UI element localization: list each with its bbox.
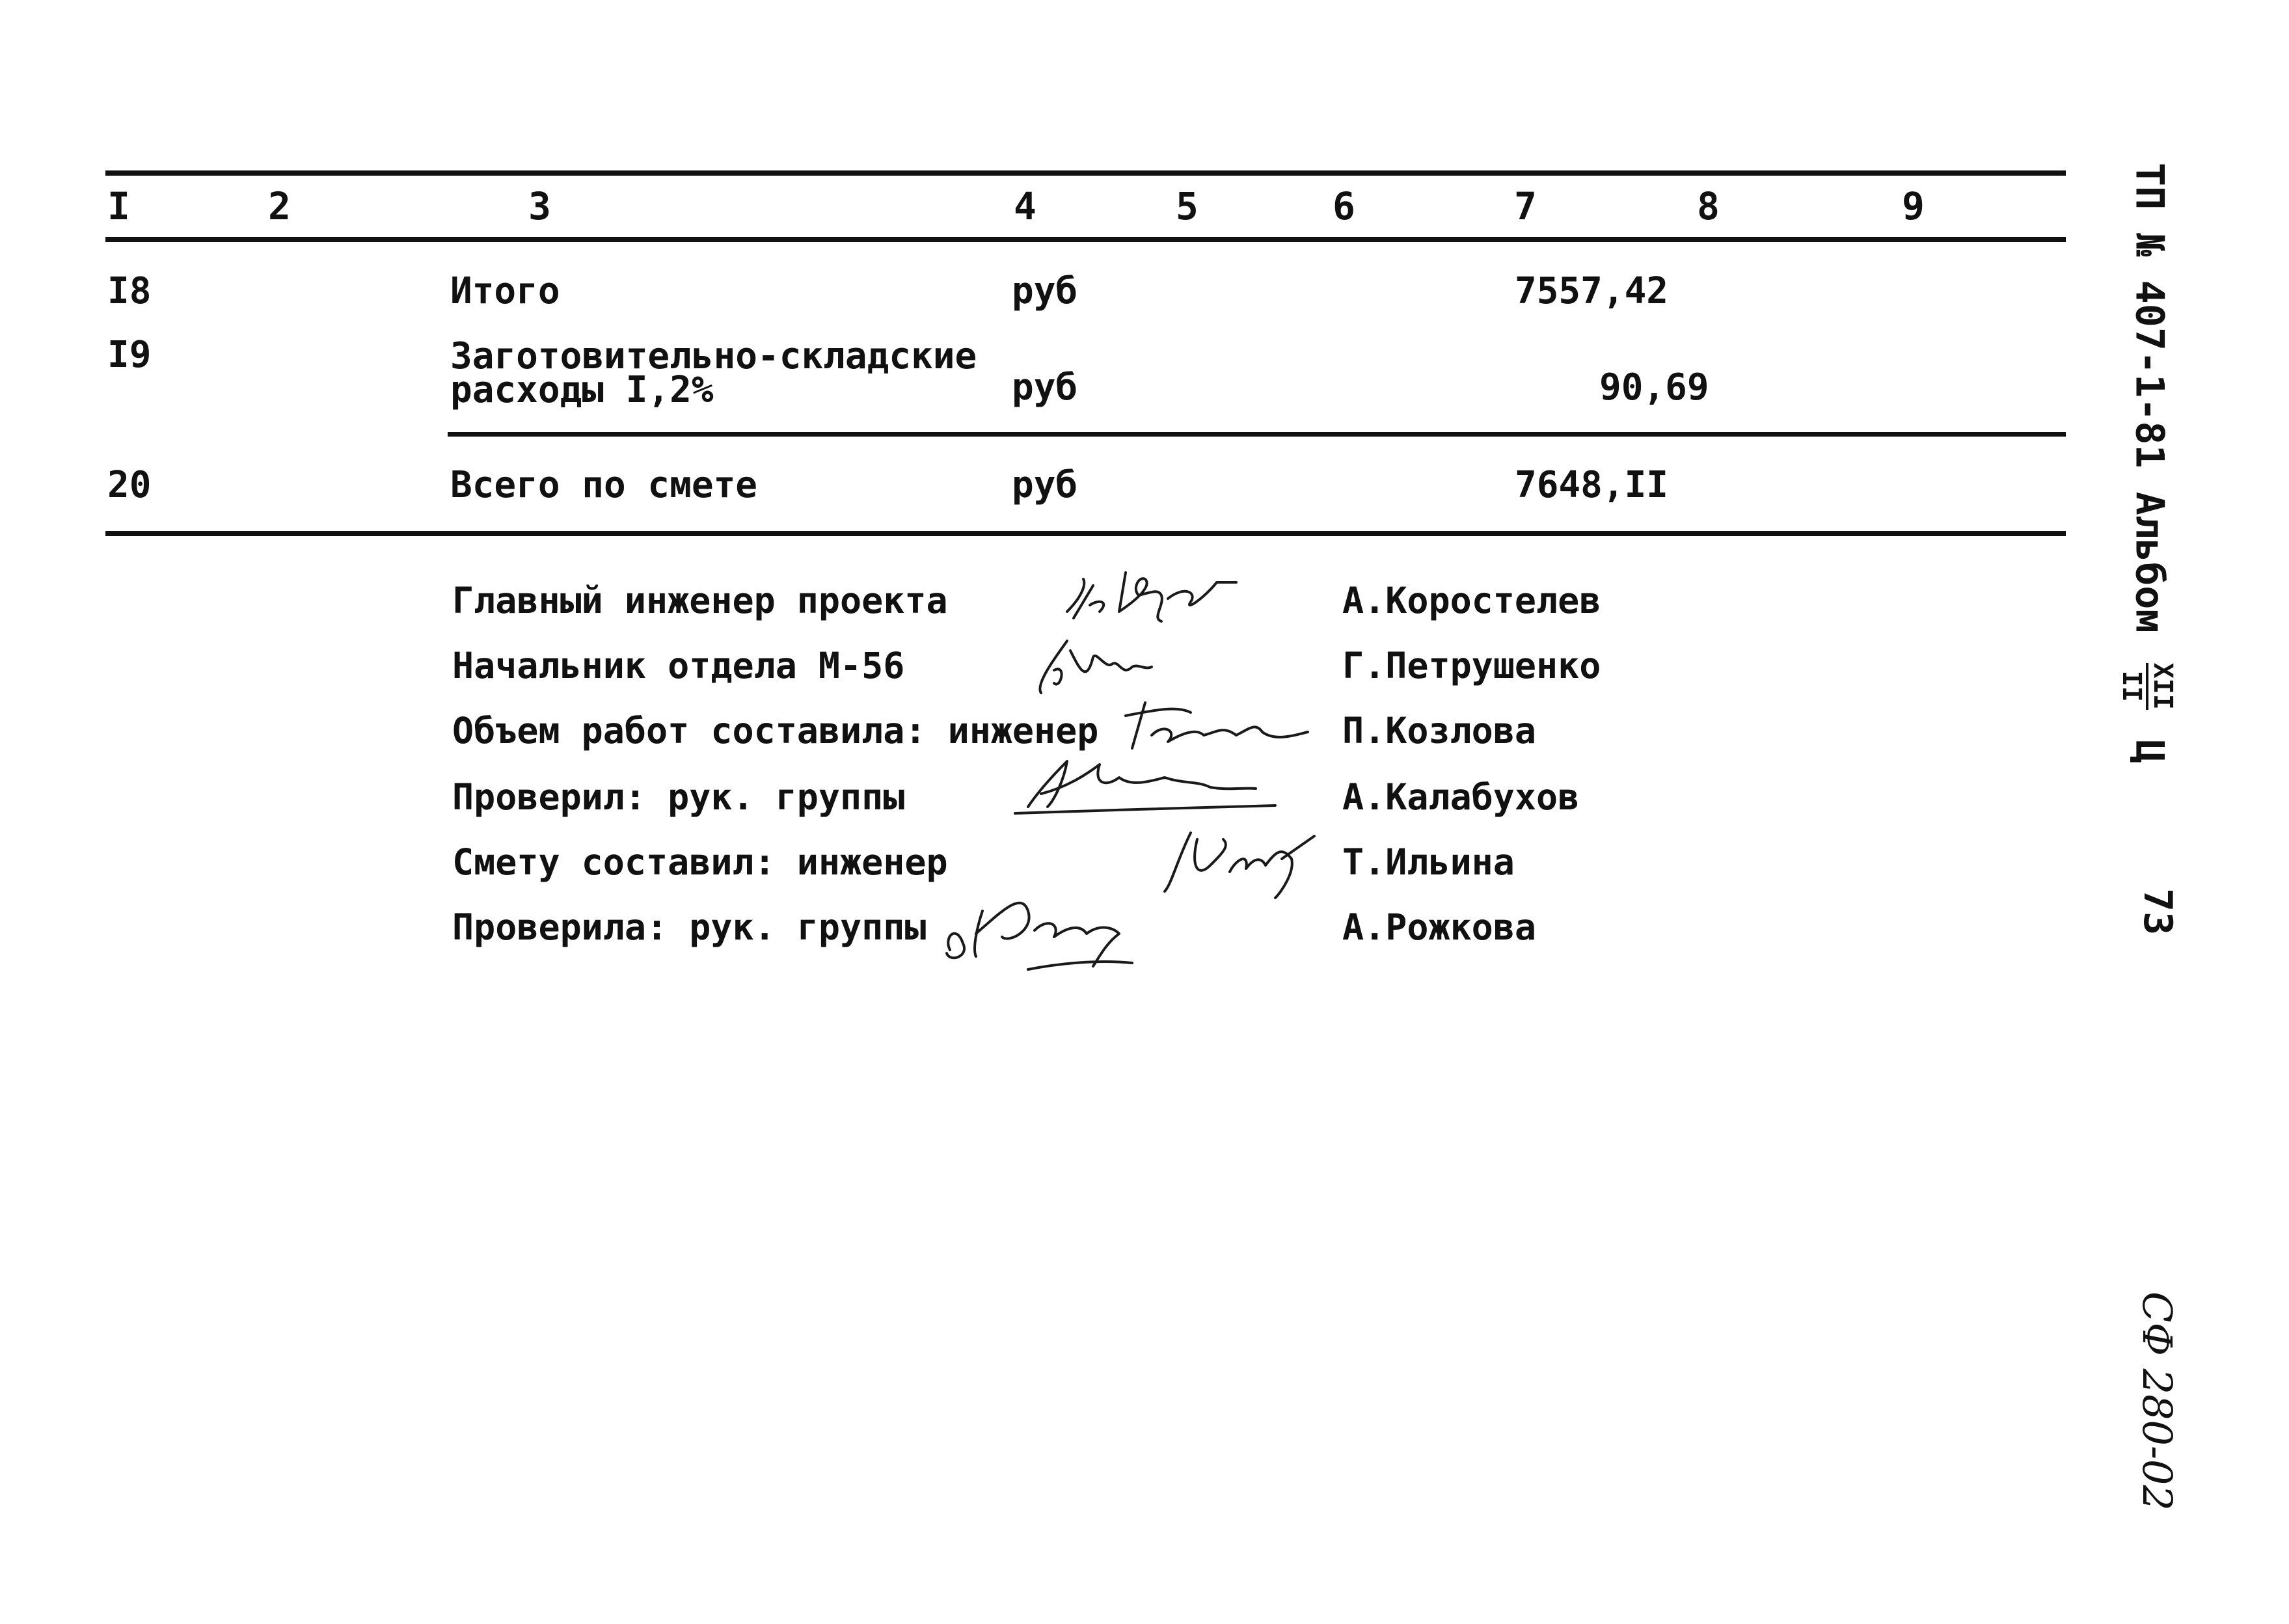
row-name-line2: расходы I,2% [450,369,714,411]
row-amount: 7648,II [1515,464,1669,506]
row-name: Всего по смете [450,464,758,506]
row-unit: руб [1012,464,1078,506]
row-amount: 90,69 [1599,366,1709,409]
row-number: 20 [107,464,152,506]
album-fraction-top: XII [2146,663,2177,710]
signature-name: А.Калабухов [1342,776,1580,818]
handwritten-signature [1054,560,1314,638]
signature-role: Главный инженер проекта [452,580,948,621]
signature-role: Начальник отдела М-56 [452,645,905,686]
signature-name: А.Коростелев [1342,580,1601,621]
volume-label: Ц [2126,739,2173,764]
column-header-2: 2 [268,184,291,228]
signature-name: А.Рожкова [1342,906,1537,948]
row-unit: руб [1012,270,1078,312]
handwritten-signature [930,872,1191,989]
column-header-4: 4 [1014,184,1036,228]
signature-role: Смету составил: инженер [452,841,948,883]
signature-role: Объем работ составила: инженер [452,710,1099,751]
signature-name: П.Козлова [1342,710,1537,751]
column-header-7: 7 [1514,184,1537,228]
table-top-rule [105,170,2066,176]
handwritten-signature [1015,631,1210,703]
column-header-1: I [107,184,130,228]
signature-role: Проверила: рук. группы [452,906,927,948]
sheet-code: СФ 280-02 [2133,1292,2181,1511]
header-bottom-rule [105,237,2066,242]
handwritten-signature [1002,748,1288,826]
album-fraction-bottom: II [2117,670,2147,702]
column-header-5: 5 [1176,184,1199,228]
signature-name: Т.Ильина [1342,841,1515,883]
signature-name: Г.Петрушенко [1342,645,1601,686]
column-header-9: 9 [1902,184,1925,228]
row-number: I8 [107,270,152,312]
doc-ref-text: ТП № 407-1-81 Альбом [2126,163,2173,633]
column-header-6: 6 [1333,184,1355,228]
document-reference [2117,163,2177,763]
page-number: 73 [2135,888,2180,936]
row-number: I9 [107,334,152,376]
column-header-8: 8 [1697,184,1720,228]
total-separator-rule [448,432,2066,437]
column-header-3: 3 [528,184,551,228]
row-unit: руб [1012,366,1078,409]
row-amount: 7557,42 [1515,270,1669,312]
row-name: Заготовительно-складские [450,335,977,377]
signature-role: Проверил: рук. группы [452,776,905,818]
row-name: Итого [450,270,560,312]
table-bottom-rule [105,531,2066,536]
album-fraction [2117,663,2177,710]
